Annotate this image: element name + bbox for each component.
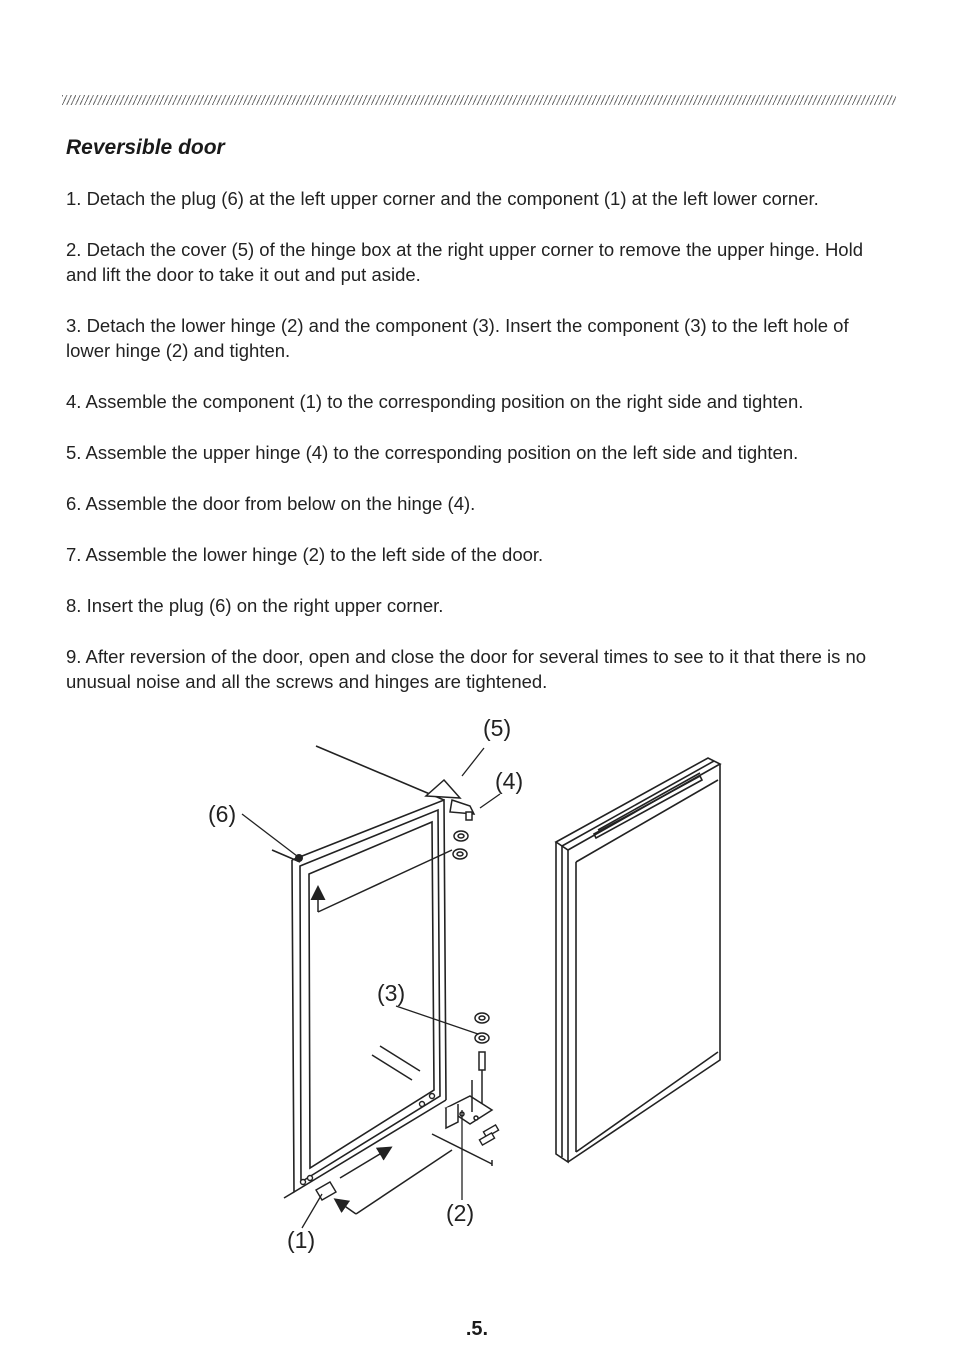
instruction-step: 5. Assemble the upper hinge (4) to the corresponding position on the left side and tighten. [66, 442, 799, 463]
label-3: (3) [377, 980, 406, 1006]
page-number: .5. [465, 1318, 489, 1340]
section-title: Reversible door [66, 136, 225, 159]
upper-washers [453, 831, 468, 859]
door-reversal-diagram [0, 700, 954, 1280]
label-1: (1) [287, 1227, 316, 1253]
header-divider [62, 95, 896, 105]
instruction-step: 1. Detach the plug (6) at the left upper corner and the component (1) at the left lower corner. [66, 188, 819, 209]
component-3 [475, 1013, 489, 1104]
instruction-step: 8. Insert the plug (6) on the right upper corner. [66, 595, 444, 616]
instruction-list [66, 186, 896, 720]
instruction-step: 4. Assemble the component (1) to the corresponding position on the right side and tighten. [66, 391, 804, 412]
cabinet-body [272, 746, 446, 1198]
label-6: (6) [208, 801, 237, 827]
detached-door [556, 758, 720, 1162]
upper-hinge-4 [450, 800, 474, 820]
upper-hinge-cover-5 [426, 780, 460, 798]
glass-reflection [372, 1046, 420, 1080]
instruction-step: 9. After reversion of the door, open and close the door for several times to see to it that there is no unusual noise and all the screws and hinges are tightened. [66, 646, 867, 692]
instruction-step: 2. Detach the cover (5) of the hinge box at the right upper corner to remove the upper hinge. Hold and lift the door to take it out and put aside. [66, 239, 863, 285]
instruction-step: 3. Detach the lower hinge (2) and the component (3). Insert the component (3) to the left hole of lower hinge (2) and tighten. [66, 315, 849, 361]
label-4: (4) [495, 768, 524, 794]
label-5: (5) [483, 715, 512, 741]
instruction-step: 7. Assemble the lower hinge (2) to the left side of the door. [66, 544, 544, 565]
instruction-step: 6. Assemble the door from below on the hinge (4). [66, 493, 476, 514]
label-2: (2) [446, 1200, 475, 1226]
lower-hinge-2 [446, 1080, 492, 1128]
hinge-screws [479, 1125, 498, 1145]
leader-lines [242, 748, 500, 1228]
